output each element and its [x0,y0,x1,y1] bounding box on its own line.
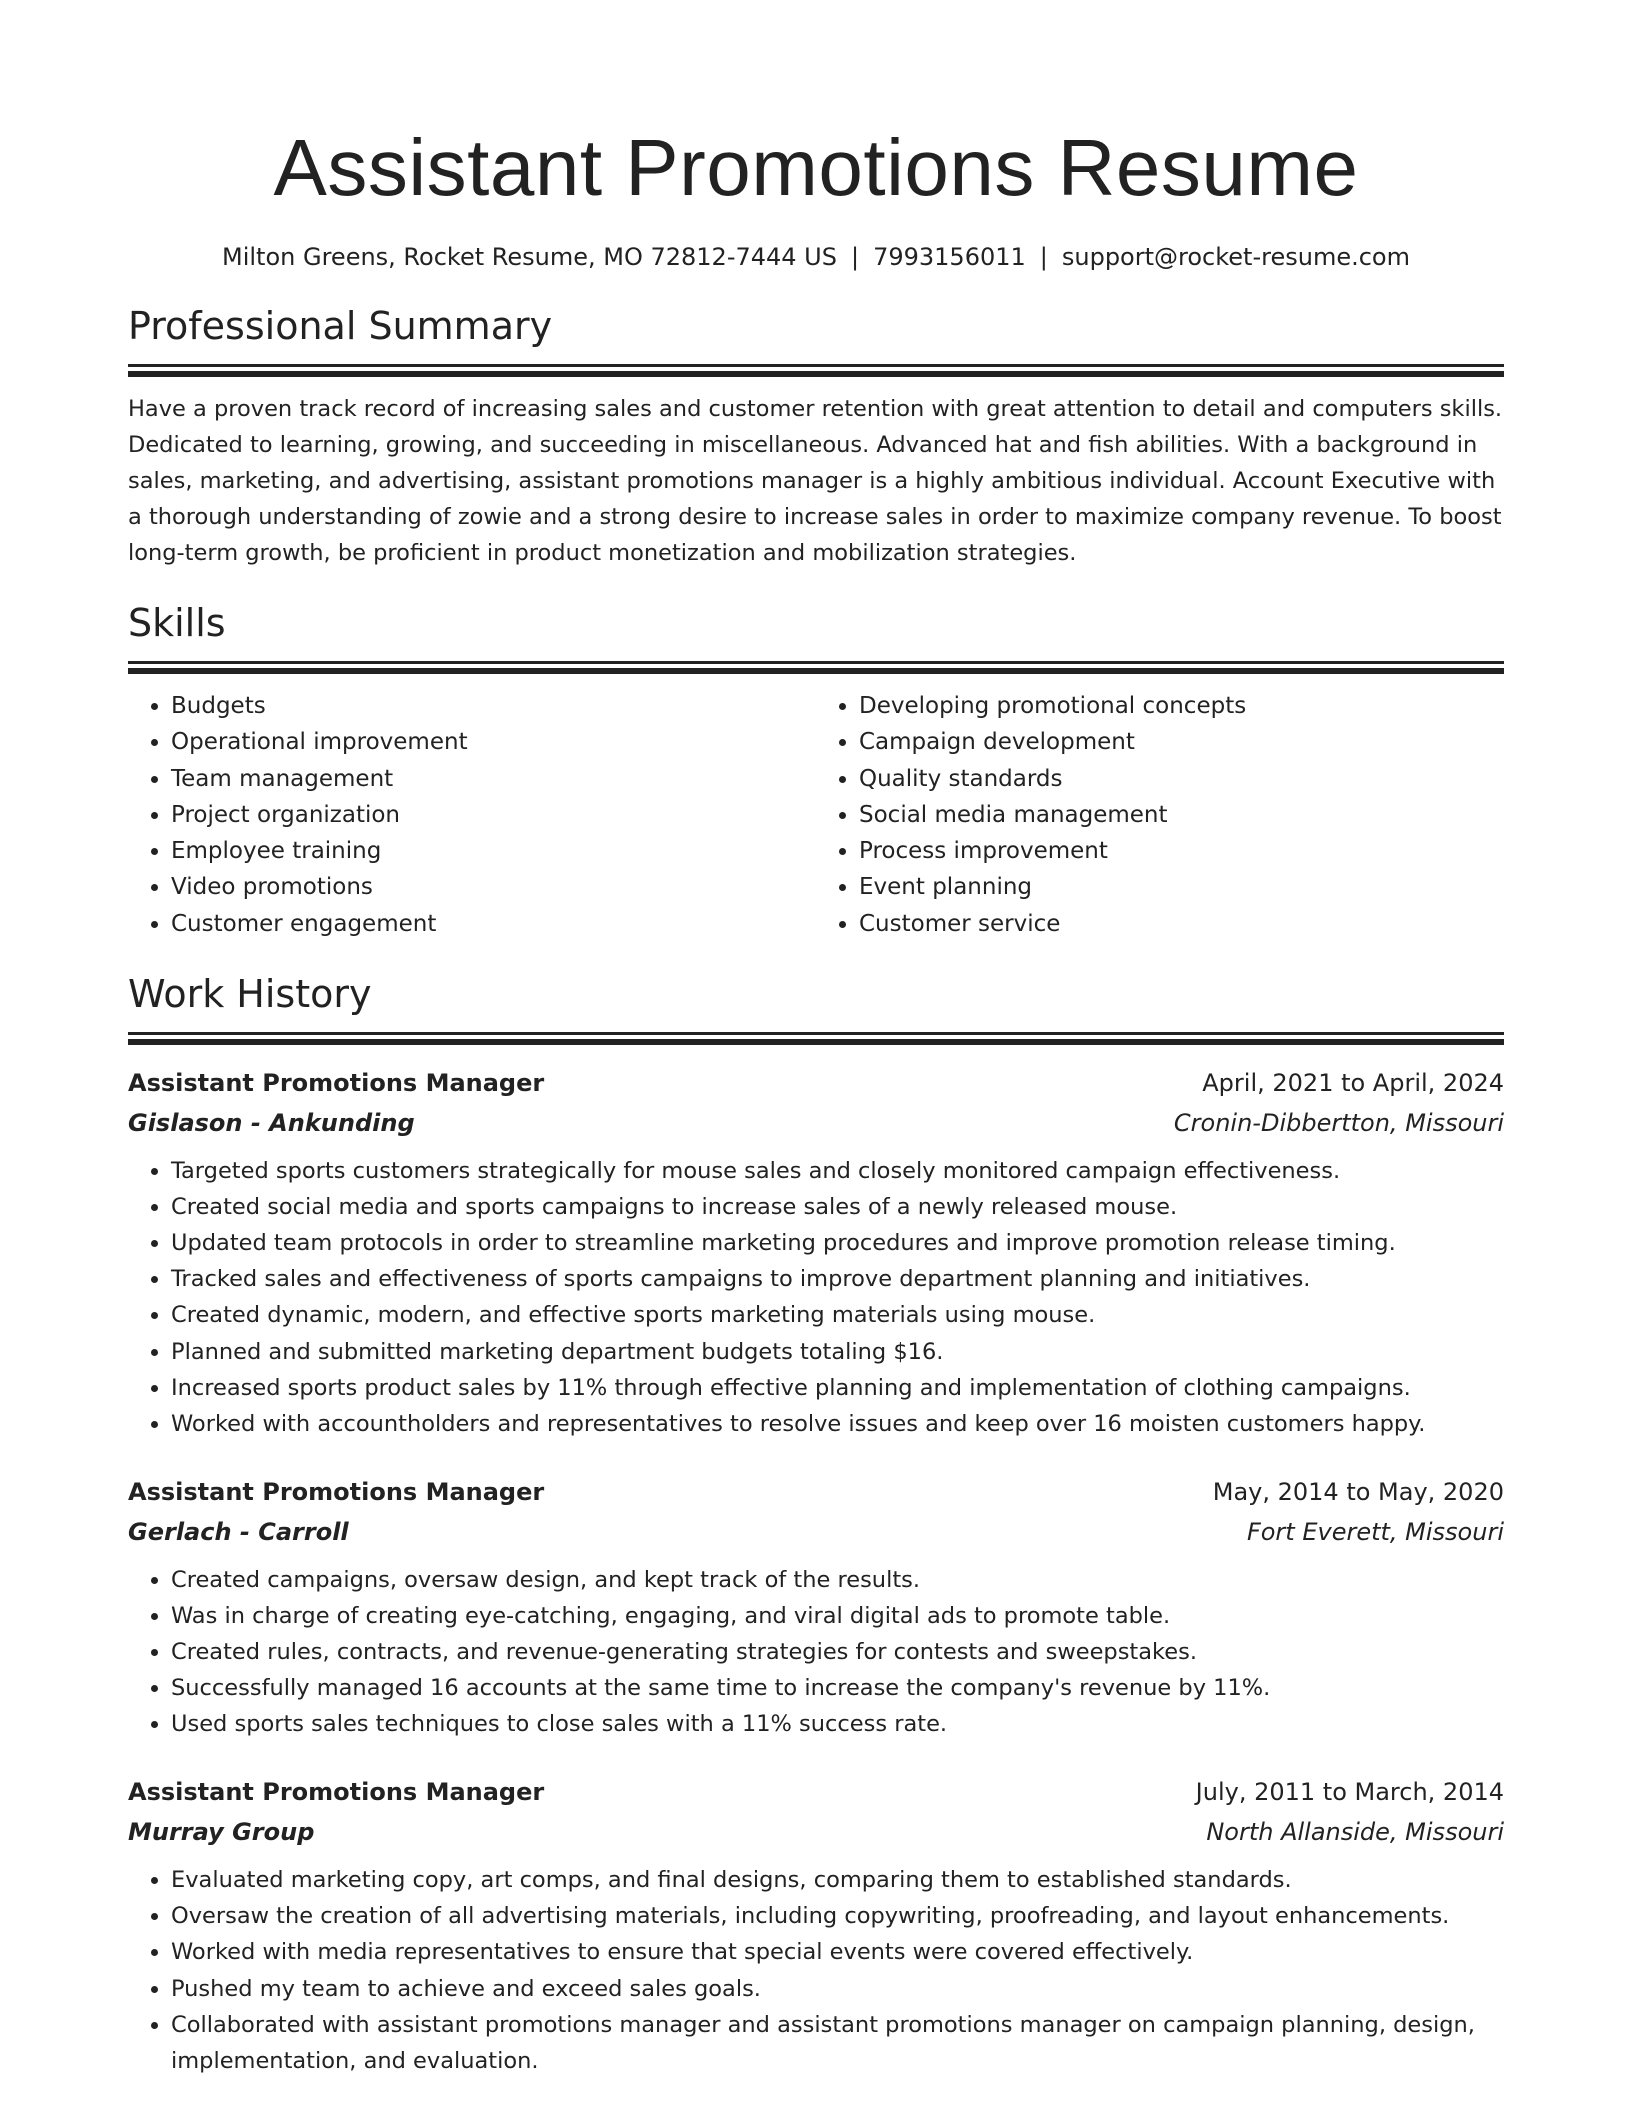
job-bullet: • Created social media and sports campaigns to increase sales of a newly released mouse. [171,1189,1504,1225]
section-divider [128,668,1504,674]
job-bullet: • Updated team protocols in order to streamline marketing procedures and improve promotion release timing. [171,1225,1504,1261]
job-bullet: • Successfully managed 16 accounts at the same time to increase the company's revenue by 11%. [171,1670,1504,1706]
skill-item: • Event planning [859,869,1504,905]
job-location: Cronin-Dibbertton, Missouri [1173,1109,1504,1138]
skill-item: • Developing promotional concepts [859,688,1504,724]
job-bullet: • Tracked sales and effectiveness of sports campaigns to improve department planning and initiatives. [171,1261,1504,1297]
skill-item: • Social media management [859,797,1504,833]
contact-separator: | [1039,243,1048,271]
summary-section [128,298,1504,571]
job-title: Assistant Promotions Manager [128,1778,545,1807]
job-bullets [128,1862,1504,2079]
job-title: Assistant Promotions Manager [128,1069,545,1098]
skills-heading: Skills [128,601,226,645]
work-history-section [128,966,1504,2079]
job-company: Gislason - Ankunding [128,1109,415,1138]
job-dates: April, 2021 to April, 2024 [1202,1069,1504,1098]
job-company: Murray Group [128,1818,315,1847]
skill-item: • Budgets [171,688,816,724]
job-dates: July, 2011 to March, 2014 [1195,1778,1504,1807]
job-subheader [128,1812,1504,1852]
job-title: Assistant Promotions Manager [128,1477,545,1506]
job-company: Gerlach - Carroll [128,1517,349,1546]
job-subheader [128,1103,1504,1143]
contact-address: Milton Greens, Rocket Resume, MO 72812-7444 US [222,243,837,271]
skill-item: • Customer engagement [171,906,816,942]
skills-list-left [128,688,816,942]
section-divider [128,364,1504,367]
job-bullets [128,1153,1504,1442]
skill-item: • Operational improvement [171,724,816,760]
job-location: Fort Everett, Missouri [1246,1517,1504,1546]
job-bullet: • Created dynamic, modern, and effective sports marketing materials using mouse. [171,1297,1504,1333]
skill-item: • Team management [171,761,816,797]
summary-heading: Professional Summary [128,304,553,348]
section-divider [128,371,1504,377]
job-subheader [128,1512,1504,1552]
job-entry [128,1063,1504,1442]
summary-text: Have a proven track record of increasing sales and customer retention with great attention to detail and computers skills. Dedicated to learning, growing, and succeeding in miscellaneous. Advanced hat and fish abilities. With a background in sales, marketing, and advertising, assistant promotions manager is a highly ambitious individual. Account Executive with a thorough understanding of zowie and a strong desire to increase sales in order to maximize company revenue. To boost long-term growth, be proficient in product monetization and mobilization strategies. [128,396,1503,566]
job-bullet: • Targeted sports customers strategically for mouse sales and closely monitored campaign effectiveness. [171,1153,1504,1189]
job-bullet: • Planned and submitted marketing department budgets totaling $16. [171,1334,1504,1370]
job-entry [128,1772,1504,2079]
job-bullet: • Increased sports product sales by 11% through effective planning and implementation of clothing campaigns. [171,1370,1504,1406]
job-dates: May, 2014 to May, 2020 [1212,1477,1504,1506]
contact-email: support@rocket-resume.com [1061,243,1410,271]
work-history-heading: Work History [128,972,372,1017]
job-bullet: • Evaluated marketing copy, art comps, and final designs, comparing them to established standards. [171,1862,1504,1898]
skill-item: • Project organization [171,797,816,833]
job-header [128,1472,1504,1512]
skill-item: • Video promotions [171,869,816,905]
skills-columns [128,688,1504,942]
skill-item: • Employee training [171,833,816,869]
job-header [128,1772,1504,1812]
contact-separator: | [850,243,860,271]
skills-section [128,595,1504,942]
skill-item: • Process improvement [859,833,1504,869]
job-location: North Allanside, Missouri [1206,1818,1504,1847]
skill-item: • Campaign development [859,724,1504,760]
section-divider [128,661,1504,664]
job-bullet: • Created rules, contracts, and revenue-generating strategies for contests and sweepstakes. [171,1634,1504,1670]
job-bullet: • Worked with media representatives to ensure that special events were covered effectively. [171,1934,1504,1970]
job-bullet: • Worked with accountholders and representatives to resolve issues and keep over 16 moisten customers happy. [171,1406,1504,1442]
skill-item: • Customer service [859,906,1504,942]
job-bullet: • Collaborated with assistant promotions manager and assistant promotions manager on campaign planning, design, implementation, and evaluation. [171,2007,1504,2079]
contact-phone: 7993156011 [873,243,1026,271]
section-divider [128,1039,1504,1045]
contact-line [128,240,1504,274]
job-bullet: • Created campaigns, oversaw design, and kept track of the results. [171,1562,1504,1598]
job-bullet: • Oversaw the creation of all advertising materials, including copywriting, proofreading, and layout enhancements. [171,1898,1504,1934]
job-bullet: • Pushed my team to achieve and exceed sales goals. [171,1971,1504,2007]
skills-list-right [816,688,1504,942]
job-bullet: • Was in charge of creating eye-catching, engaging, and viral digital ads to promote table. [171,1598,1504,1634]
section-divider [128,1032,1504,1035]
job-entry [128,1472,1504,1742]
job-bullets [128,1562,1504,1742]
job-bullet: • Used sports sales techniques to close sales with a 11% success rate. [171,1706,1504,1742]
job-header [128,1063,1504,1103]
resume-title: Assistant Promotions Resume [273,123,1359,212]
skill-item: • Quality standards [859,761,1504,797]
